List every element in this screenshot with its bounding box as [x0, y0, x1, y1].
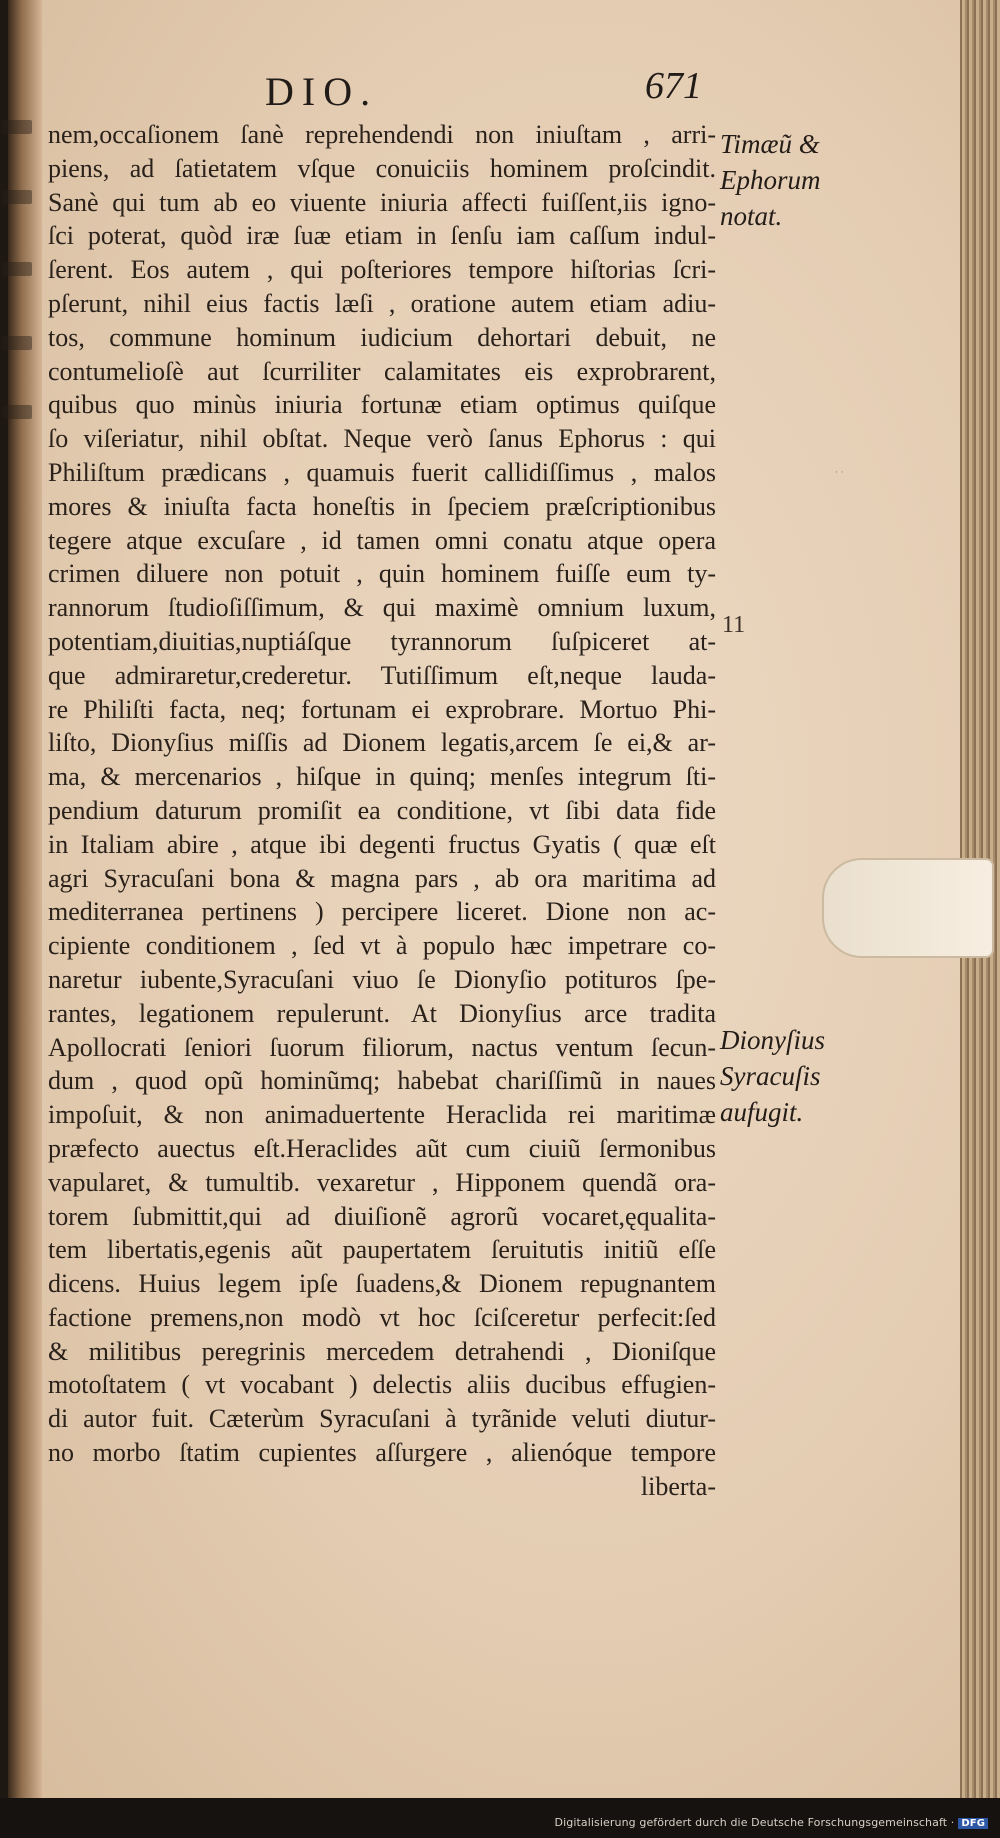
dfg-logo: DFG — [958, 1818, 988, 1829]
marginal-note: Timæũ & — [720, 129, 820, 159]
previous-page-bleed — [2, 120, 32, 134]
paper-bookmark-strip — [822, 858, 994, 958]
text-line: pſerunt, nihil eius factis læſi , oratione autem etiam adiu- — [48, 288, 716, 318]
marginal-note: Ephorum — [720, 165, 821, 195]
text-line: in Italiam abire , atque ibi degenti fructus Gyatis ( quæ eſt — [48, 829, 716, 859]
text-line: nem,occaſionem ſanè reprehendendi non iniuſtam , arri- — [48, 120, 716, 149]
body-text — [48, 118, 716, 1504]
text-line: contumelioſè aut ſcurriliter calamitates eis exprobrarent, — [48, 356, 716, 386]
marginal-note: notat. — [720, 201, 783, 231]
text-line: ſerent. Eos autem , qui poſteriores tempore hiſtorias ſcri- — [48, 255, 716, 285]
text-line: ma, & mercenarios , hiſque in quinq; menſes integrum ſti- — [48, 762, 716, 792]
text-line: motoſtatem ( vt vocabant ) delectis aliis ducibus effugien- — [48, 1370, 716, 1400]
page-number: 671 — [645, 65, 702, 107]
text-line: rannorum ſtudioſiſſimum, & qui maximè omnium luxum, — [48, 593, 716, 623]
text-line: mores & iniuſta facta honeſtis in ſpeciem præſcriptionibus — [48, 491, 716, 521]
text-line: dicens. Huius legem ipſe ſuadens,& Dionem repugnantem — [48, 1269, 716, 1299]
running-head: DIO. — [265, 69, 379, 114]
previous-page-bleed — [2, 262, 32, 276]
text-line: factione premens,non modò vt hoc ſciſceretur perfecit:ſed — [48, 1302, 716, 1332]
text-line: tos, commune hominum iudicium dehortari debuit, ne — [48, 322, 716, 352]
text-line: rantes, legationem repulerunt. At Dionyſius arce tradita — [48, 998, 716, 1028]
text-line: ſo viſeriatur, nihil obſtat. Neque verò ſanus Ephorus : qui — [48, 424, 716, 454]
ink-flecks: · · — [835, 468, 844, 478]
previous-page-bleed — [2, 336, 32, 350]
previous-page-bleed — [2, 190, 32, 204]
text-line: que admiraretur,crederetur. Tutiſſimum eſt,neque lauda- — [48, 660, 716, 690]
text-line: mediterranea pertinens ) percipere liceret. Dione non ac- — [48, 897, 716, 927]
digitization-credit — [555, 1816, 988, 1829]
text-line: tegere atque excuſare , id tamen omni conatu atque opera — [48, 525, 716, 555]
text-line: cipiente conditionem , ſed vt à populo hæc impetrare co- — [48, 931, 716, 961]
previous-page-bleed — [2, 405, 32, 419]
text-line: pendium daturum promiſit ea conditione, vt ſibi data fide — [48, 795, 716, 825]
text-line: no morbo ſtatim cupientes aſſurgere , alienóque tempore — [48, 1438, 716, 1468]
text-line: & militibus peregrinis mercedem detrahendi , Dioniſque — [48, 1336, 716, 1366]
text-line: torem ſubmittit,qui ad diuiſionẽ agrorũ vocaret,ęqualita- — [48, 1201, 716, 1231]
text-line: Philiſtum prædicans , quamuis fuerit callidiſſimus , malos — [48, 457, 716, 487]
text-line: potentiam,diuitias,nuptiáſque tyrannorum ſuſpiceret at- — [48, 626, 716, 656]
catchword: liberta- — [640, 1471, 716, 1501]
text-line: liſto, Dionyſius miſſis ad Dionem legatis,arcem ſe ei,& ar- — [48, 728, 716, 758]
margin-number: 11 — [722, 612, 746, 638]
marginal-note: Dionyſius — [720, 1025, 825, 1055]
credit-text: Digitalisierung gefördert durch die Deutsche Forschungsgemeinschaft · — [554, 1816, 955, 1829]
text-line: tem libertatis,egenis aũt paupertatem ſeruitutis initiũ eſſe — [48, 1235, 716, 1265]
text-line: Apollocrati ſeniori ſuorum filiorum, nactus ventum ſecun- — [48, 1032, 716, 1062]
text-line: naretur iubente,Syracuſani viuo ſe Dionyſio potituros ſpe- — [48, 964, 716, 994]
text-line: di autor fuit. Cæterùm Syracuſani à tyrãnide veluti diutur- — [48, 1404, 716, 1434]
text-line: quibus quo minùs iniuria fortunæ etiam optimus quiſque — [48, 390, 716, 420]
text-line: crimen diluere non potuit , quin hominem fuiſſe eum ty- — [48, 559, 716, 589]
text-line: ſci poterat, quòd iræ ſuæ etiam in ſenſu iam caſſum indul- — [48, 221, 716, 251]
text-line: præfecto auectus eſt.Heraclides aũt cum ciuiũ ſermonibus — [48, 1133, 716, 1163]
text-line: re Philiſti facta, neq; fortunam ei exprobrare. Mortuo Phi- — [48, 694, 716, 724]
text-line: piens, ad ſatietatem vſque conuiciis hominem proſcindit. — [48, 153, 716, 183]
marginal-note: Syracuſis — [720, 1061, 821, 1091]
text-line: Sanè qui tum ab eo viuente iniuria affecti fuiſſent,iis igno- — [48, 187, 716, 217]
text-line: vapularet, & tumultib. vexaretur , Hipponem quendã ora- — [48, 1167, 716, 1197]
text-line: dum , quod opũ hominũmq; habebat chariſſimũ in naues — [48, 1066, 716, 1096]
text-line: impoſuit, & non animaduertente Heraclida rei maritimæ — [48, 1100, 716, 1130]
marginal-note: aufugit. — [720, 1097, 804, 1127]
text-line: agri Syracuſani bona & magna pars , ab ora maritima ad — [48, 863, 716, 893]
